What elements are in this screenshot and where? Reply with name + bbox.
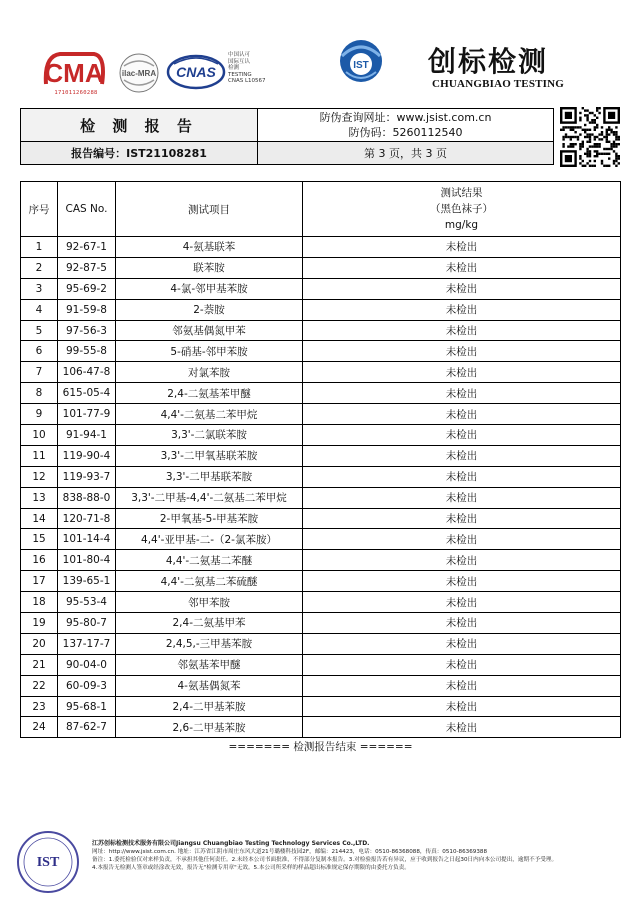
cell-item: 2,4-二氨基苯甲醚 xyxy=(116,383,303,404)
table-row xyxy=(21,320,621,341)
table-row xyxy=(21,592,621,613)
qr-code-icon xyxy=(560,107,620,167)
cell-seq: 10 xyxy=(21,425,58,446)
anti-fake-cell xyxy=(258,109,554,142)
cell-item: 3,3'-二甲基-4,4'-二氨基二苯甲烷 xyxy=(116,487,303,508)
ilac-logo-text: ilac-MRA xyxy=(121,69,157,78)
cell-result: 未检出 xyxy=(303,654,621,675)
table-row xyxy=(21,633,621,654)
cell-cas: 838-88-0 xyxy=(58,487,116,508)
ist-logo-icon xyxy=(338,38,384,84)
cell-seq: 7 xyxy=(21,362,58,383)
ilac-mra-logo-icon xyxy=(118,52,160,94)
cell-cas: 92-67-1 xyxy=(58,237,116,258)
cell-seq: 17 xyxy=(21,571,58,592)
report-title: 检 测 报 告 xyxy=(21,109,258,142)
table-row xyxy=(21,299,621,320)
cell-seq: 24 xyxy=(21,717,58,738)
table-row xyxy=(21,257,621,278)
cell-cas: 615-05-4 xyxy=(58,383,116,404)
cell-item: 对氯苯胺 xyxy=(116,362,303,383)
brand-name-en: CHUANGBIAO TESTING xyxy=(432,78,565,90)
cell-item: 3,3'-二甲氧基联苯胺 xyxy=(116,445,303,466)
header-result-line1: 测试结果 xyxy=(440,187,483,199)
cell-result: 未检出 xyxy=(303,466,621,487)
cell-cas: 101-80-4 xyxy=(58,550,116,571)
cell-item: 2,4-二氨基甲苯 xyxy=(116,613,303,634)
report-number: 报告编号：IST21108281 xyxy=(21,142,258,165)
cell-result: 未检出 xyxy=(303,341,621,362)
cell-seq: 22 xyxy=(21,675,58,696)
cell-cas: 90-04-0 xyxy=(58,654,116,675)
cell-seq: 21 xyxy=(21,654,58,675)
cell-result: 未检出 xyxy=(303,425,621,446)
header-result-line2: （黑色袜子） xyxy=(430,203,493,215)
company-seal-icon xyxy=(16,830,80,894)
cell-item: 3,3'-二氯联苯胺 xyxy=(116,425,303,446)
cell-item: 2,4,5,-三甲基苯胺 xyxy=(116,633,303,654)
cell-seq: 11 xyxy=(21,445,58,466)
header-seq: 序号 xyxy=(21,182,58,237)
cell-item: 4,4'-二氨基二苯甲烷 xyxy=(116,404,303,425)
cell-cas: 119-90-4 xyxy=(58,445,116,466)
cell-cas: 120-71-8 xyxy=(58,508,116,529)
cell-cas: 87-62-7 xyxy=(58,717,116,738)
cell-seq: 16 xyxy=(21,550,58,571)
cell-item: 4,4'-亚甲基-二-（2-氯苯胺） xyxy=(116,529,303,550)
header-cas: CAS No. xyxy=(58,182,116,237)
cma-number: 171011260288 xyxy=(54,90,98,96)
cnas-line: 国际互认 xyxy=(228,58,251,65)
brand-name-cn: 创标检测 xyxy=(428,45,549,78)
cell-cas: 137-17-7 xyxy=(58,633,116,654)
table-row xyxy=(21,675,621,696)
table-row xyxy=(21,529,621,550)
cell-item: 2-甲氧基-5-甲基苯胺 xyxy=(116,508,303,529)
cell-item: 4,4'-二氨基二苯醚 xyxy=(116,550,303,571)
table-row xyxy=(21,404,621,425)
cell-seq: 18 xyxy=(21,592,58,613)
table-row xyxy=(21,508,621,529)
table-row xyxy=(21,717,621,738)
cnas-logo-text: CNAS xyxy=(176,64,216,80)
cell-result: 未检出 xyxy=(303,717,621,738)
footer-company: 江苏创标检测技术服务有限公司Jiangsu Chuangbiao Testing Technology Services Co.,LTD. xyxy=(92,840,370,847)
cell-item: 邻甲苯胺 xyxy=(116,592,303,613)
cell-cas: 95-68-1 xyxy=(58,696,116,717)
cell-cas: 101-14-4 xyxy=(58,529,116,550)
cell-result: 未检出 xyxy=(303,404,621,425)
cnas-line: CNAS L10567 xyxy=(228,78,266,85)
cell-seq: 6 xyxy=(21,341,58,362)
cell-item: 邻氨基偶氮甲苯 xyxy=(116,320,303,341)
cell-seq: 20 xyxy=(21,633,58,654)
cell-cas: 119-93-7 xyxy=(58,466,116,487)
cell-result: 未检出 xyxy=(303,320,621,341)
cell-item: 2-萘胺 xyxy=(116,299,303,320)
cell-seq: 2 xyxy=(21,257,58,278)
cell-item: 4-氨基联苯 xyxy=(116,237,303,258)
anti-fake-url: 防伪查询网址：www.jsist.com.cn xyxy=(319,111,492,124)
table-row xyxy=(21,237,621,258)
cell-seq: 8 xyxy=(21,383,58,404)
cnas-line: 中国认可 xyxy=(228,52,251,58)
table-row xyxy=(21,425,621,446)
cell-cas: 95-80-7 xyxy=(58,613,116,634)
cell-item: 联苯胺 xyxy=(116,257,303,278)
table-row xyxy=(21,466,621,487)
cell-item: 5-硝基-邻甲苯胺 xyxy=(116,341,303,362)
header-item: 测试项目 xyxy=(116,182,303,237)
cell-result: 未检出 xyxy=(303,278,621,299)
cell-cas: 92-87-5 xyxy=(58,257,116,278)
cell-seq: 15 xyxy=(21,529,58,550)
report-info-box xyxy=(20,108,554,170)
cell-result: 未检出 xyxy=(303,445,621,466)
cell-seq: 5 xyxy=(21,320,58,341)
cell-result: 未检出 xyxy=(303,383,621,404)
cell-seq: 3 xyxy=(21,278,58,299)
cell-result: 未检出 xyxy=(303,299,621,320)
cell-cas: 97-56-3 xyxy=(58,320,116,341)
cell-cas: 95-53-4 xyxy=(58,592,116,613)
table-row xyxy=(21,487,621,508)
cell-result: 未检出 xyxy=(303,508,621,529)
table-row xyxy=(21,341,621,362)
anti-fake-code: 防伪码：5260112540 xyxy=(348,126,463,139)
cell-cas: 106-47-8 xyxy=(58,362,116,383)
cell-result: 未检出 xyxy=(303,529,621,550)
table-row xyxy=(21,445,621,466)
cnas-logo-icon xyxy=(166,54,226,90)
cell-seq: 9 xyxy=(21,404,58,425)
cma-logo-icon xyxy=(40,46,108,96)
footer-note-1: 备注：1.委托检验仅对来样负责，不承担其他任何责任。2.未经本公司书面批准，不得部分复制本报告。3.对检验报告若有异议，应于收到报告之日起30日内向本公司提出，逾期不予受理。 xyxy=(92,857,558,863)
cell-item: 3,3'-二甲基联苯胺 xyxy=(116,466,303,487)
cell-seq: 12 xyxy=(21,466,58,487)
cell-item: 2,6-二甲基苯胺 xyxy=(116,717,303,738)
cell-result: 未检出 xyxy=(303,362,621,383)
table-row xyxy=(21,550,621,571)
cell-seq: 23 xyxy=(21,696,58,717)
ist-logo-text: IST xyxy=(353,60,369,71)
cma-logo-text: CMA xyxy=(44,58,104,88)
cell-result: 未检出 xyxy=(303,633,621,654)
cell-result: 未检出 xyxy=(303,550,621,571)
table-row xyxy=(21,278,621,299)
cell-seq: 1 xyxy=(21,237,58,258)
cell-cas: 91-59-8 xyxy=(58,299,116,320)
cell-cas: 101-77-9 xyxy=(58,404,116,425)
header-result xyxy=(303,182,621,237)
cnas-line: TESTING xyxy=(228,71,252,78)
cell-result: 未检出 xyxy=(303,237,621,258)
cell-seq: 14 xyxy=(21,508,58,529)
table-row xyxy=(21,613,621,634)
cnas-line: 检测 xyxy=(228,65,240,72)
cell-seq: 19 xyxy=(21,613,58,634)
cnas-accreditation-text xyxy=(228,52,266,85)
table-row xyxy=(21,383,621,404)
footer-note-2: 4.本报告无检测人签章或经涂改无效，报告无"检测专用章"无效。5.本公司所采样的样品超出标准规定保存期限的由委托方负责。 xyxy=(92,865,410,871)
table-row xyxy=(21,571,621,592)
cell-cas: 95-69-2 xyxy=(58,278,116,299)
cell-item: 4,4'-二氨基二苯硫醚 xyxy=(116,571,303,592)
header-result-unit: mg/kg xyxy=(444,219,479,231)
page-indicator: 第 3 页，共 3 页 xyxy=(258,142,554,165)
cell-seq: 13 xyxy=(21,487,58,508)
cell-item: 邻氨基苯甲醚 xyxy=(116,654,303,675)
table-row xyxy=(21,696,621,717)
table-row xyxy=(21,654,621,675)
cell-result: 未检出 xyxy=(303,487,621,508)
cell-result: 未检出 xyxy=(303,257,621,278)
cell-cas: 139-65-1 xyxy=(58,571,116,592)
footer-contact: 网址：http://www.jsist.com.cn. 地址：江苏省江阴市周庄东风大道21号璐楼科技园2F，邮编：214423，电话：0510-86368088，传真：0510-86369388 xyxy=(92,849,488,855)
seal-text: IST xyxy=(36,855,60,870)
cell-item: 4-氯-邻甲基苯胺 xyxy=(116,278,303,299)
results-table xyxy=(20,181,620,738)
cell-result: 未检出 xyxy=(303,592,621,613)
cell-result: 未检出 xyxy=(303,613,621,634)
cell-cas: 91-94-1 xyxy=(58,425,116,446)
table-row xyxy=(21,362,621,383)
footer-text xyxy=(92,840,622,872)
cell-item: 2,4-二甲基苯胺 xyxy=(116,696,303,717)
cell-cas: 99-55-8 xyxy=(58,341,116,362)
report-end-marker: ======= 检测报告结束 ====== xyxy=(228,741,413,753)
cell-cas: 60-09-3 xyxy=(58,675,116,696)
cell-result: 未检出 xyxy=(303,571,621,592)
cell-item: 4-氨基偶氮苯 xyxy=(116,675,303,696)
cell-seq: 4 xyxy=(21,299,58,320)
cell-result: 未检出 xyxy=(303,675,621,696)
cell-result: 未检出 xyxy=(303,696,621,717)
